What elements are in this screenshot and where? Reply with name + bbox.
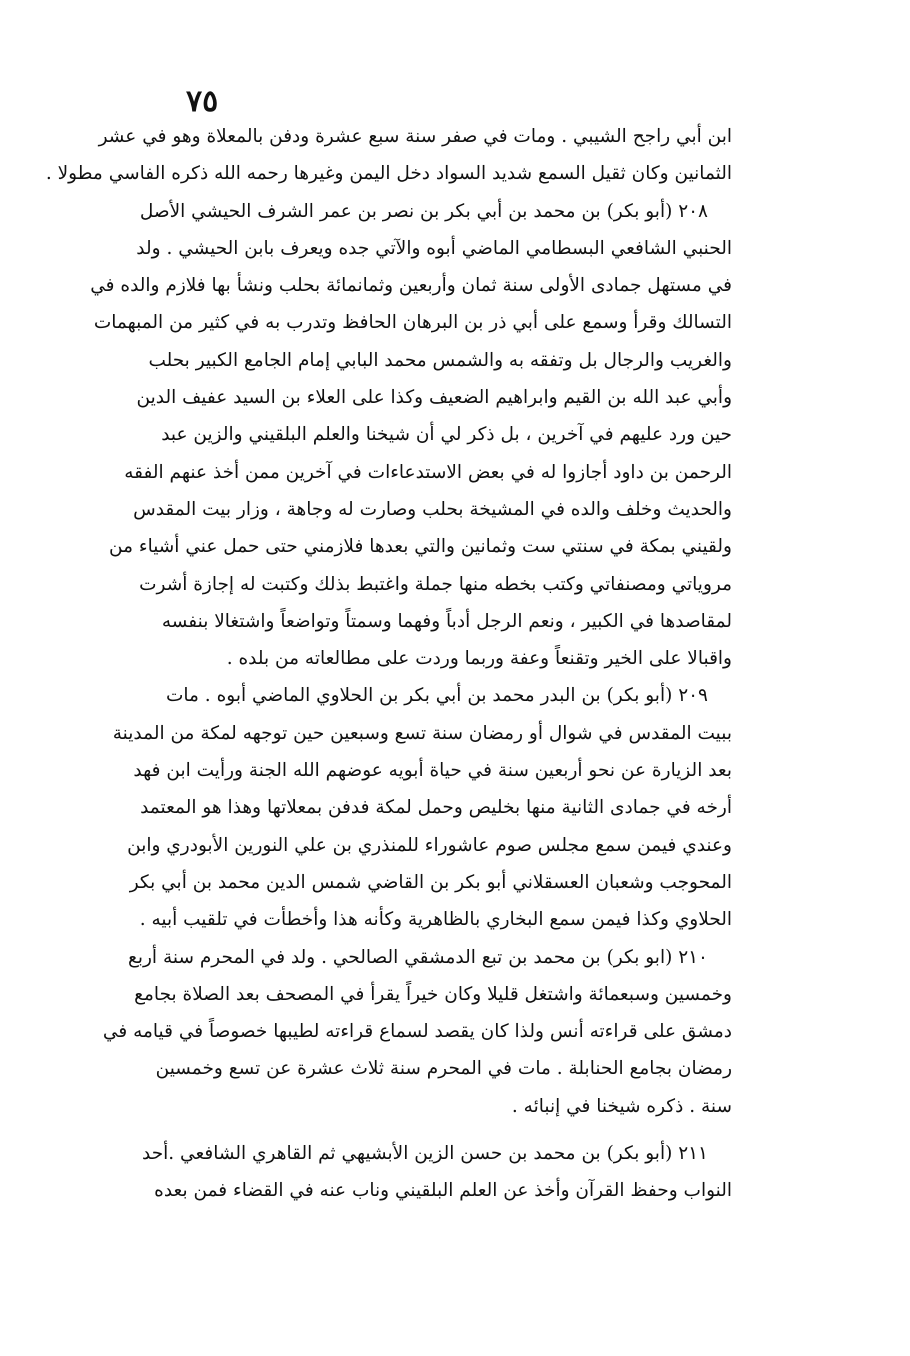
- entry-heading-211: ٢١١ (أبو بكر) بن محمد بن حسن الزين الأبشيهي ثم القاهري الشافعي .أحد: [141, 1143, 708, 1165]
- text-line: أرخه في جمادى الثانية منها بخليص وحمل لمكة فدفن بمعلاتها وهذا هو المعتمد: [140, 797, 732, 819]
- text-line: الحنبي الشافعي البسطامي الماضي أبوه والآتي جده ويعرف بابن الحيشي . ولد: [136, 237, 732, 259]
- text-line: ولقيني بمكة في سنتي ست وثمانين والتي بعدها فلازمني حتى حمل عني أشياء من: [109, 536, 732, 558]
- text-line: وأبي عبد الله بن القيم وابراهيم الضعيف وكذا على العلاء بن السيد عفيف الدين: [136, 387, 732, 409]
- entry-heading-209: ٢٠٩ (أبو بكر) بن البدر محمد بن أبي بكر بن الحلاوي الماضي أبوه . مات: [165, 685, 708, 707]
- text-line: ببيت المقدس في شوال أو رمضان سنة تسع وسبعين حين توجهه لمكة من المدينة: [112, 722, 732, 744]
- page-number: ٧٥: [186, 84, 219, 119]
- text-line: لمقاصدها في الكبير ، ونعم الرجل أدباً وفهما وسمتاً وتواضعاً واشتغالا بنفسه: [161, 610, 732, 632]
- text-line: في مستهل جمادى الأولى سنة ثمان وأربعين وثمانمائة بحلب ونشأ بها فلازم والده في: [90, 275, 732, 297]
- text-line: الثمانين وكان ثقيل السمع شديد السواد دخل اليمن وغيرها رحمه الله ذكره الفاسي مطولا .: [45, 163, 732, 185]
- text-line: واقبالا على الخير وتقنعاً وعفة وربما وردت على مطالعاته من بلده .: [226, 648, 732, 670]
- text-line: دمشق على قراءته أنس ولذا كان يقصد لسماع قراءته لطيبها خصوصاً في قيامه في: [102, 1021, 732, 1043]
- text-line: التسالك وقرأ وسمع على أبي ذر بن البرهان الحافظ وتدرب به في كثير من المبهمات: [93, 312, 732, 334]
- text-line: المحوجب وشعبان العسقلاني أبو بكر بن القاضي شمس الدين محمد بن أبي بكر: [129, 871, 732, 893]
- text-line: وخمسين وسبعمائة واشتغل قليلا وكان خيراً يقرأ في المصحف بعد الصلاة بجامع: [134, 983, 732, 1005]
- text-line: سنة . ذكره شيخنا في إنبائه .: [511, 1095, 732, 1117]
- text-line: وعندي فيمن سمع مجلس صوم عاشوراء للمنذري بن علي النورين الأبودري وابن: [127, 834, 732, 856]
- text-line: الرحمن بن داود أجازوا له في بعض الاستدعاءات في آخرين ممن أخذ عنهم الفقه: [124, 461, 732, 483]
- text-line: بعد الزيارة عن نحو أربعين سنة في حياة أبويه عوضهم الله الجنة ورأيت ابن فهد: [133, 760, 732, 782]
- text-line: والحديث وخلف والده في المشيخة بحلب وصارت له وجاهة ، وزار بيت المقدس: [133, 498, 732, 520]
- text-line: ابن أبي راجح الشيبي . ومات في صفر سنة سبع عشرة ودفن بالمعلاة وهو في عشر: [98, 126, 732, 147]
- text-line: حين ورد عليهم في آخرين ، بل ذكر لي أن شيخنا والعلم البلقيني والزين عبد: [161, 424, 732, 446]
- body-text: [45, 118, 732, 1210]
- text-line: رمضان بجامع الحنابلة . مات في المحرم سنة ثلاث عشرة عن تسع وخمسين: [155, 1058, 732, 1080]
- entry-heading-210: ٢١٠ (ابو بكر) بن محمد بن تبع الدمشقي الصالحي . ولد في المحرم سنة أربع: [128, 946, 708, 968]
- entry-heading-208: ٢٠٨ (أبو بكر) بن محمد بن أبي بكر بن نصر بن عمر الشرف الحيشي الأصل: [139, 200, 708, 222]
- paragraph-gap: [170, 1125, 732, 1135]
- text-line: النواب وحفظ القرآن وأخذ عن العلم البلقيني وناب عنه في القضاء فمن بعده: [154, 1180, 732, 1202]
- text-line: الحلاوي وكذا فيمن سمع البخاري بالظاهرية وكأنه هذا وأخطأت في تلقيب أبيه .: [139, 909, 732, 931]
- text-line: والغريب والرجال بل وتفقه به والشمس محمد البابي إمام الجامع الكبير بحلب: [148, 349, 732, 371]
- text-line: مروياتي ومصنفاتي وكتب بخطه منها جملة واغتبط بذلك وكتبت له إجازة أشرت: [139, 573, 732, 595]
